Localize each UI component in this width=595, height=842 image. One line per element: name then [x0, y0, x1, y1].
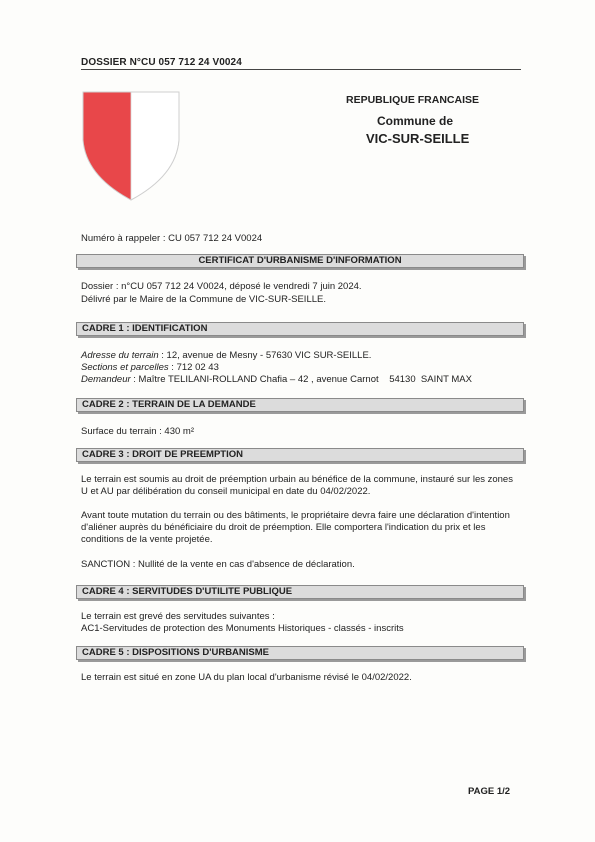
page-number: PAGE 1/2 [468, 786, 511, 797]
republic-title: REPUBLIQUE FRANCAISE [346, 94, 480, 106]
servitudes-line-2: AC1-Servitudes de protection des Monuments Historiques - classés - inscrits [81, 623, 404, 634]
dossier-header: DOSSIER N°CU 057 712 24 V0024 [81, 57, 242, 68]
cadre4-title-bar: CADRE 4 : SERVITUDES D'UTILITE PUBLIQUE [76, 585, 524, 599]
certificate-line-1: Dossier : n°CU 057 712 24 V0024, déposé le vendredi 7 juin 2024. [81, 281, 362, 292]
header-divider [81, 69, 521, 70]
parcels-value: : 712 02 43 [168, 362, 219, 373]
cadre1-title-bar: CADRE 1 : IDENTIFICATION [76, 322, 524, 336]
certificate-line-2: Délivré par le Maire de la Commune de VIC-SUR-SEILLE. [81, 294, 326, 305]
cadre2-title-bar: CADRE 2 : TERRAIN DE LA DEMANDE [76, 398, 524, 412]
surface-line: Surface du terrain : 430 m² [81, 426, 194, 437]
address-line [81, 350, 521, 362]
sanction-line: SANCTION : Nullité de la vente en cas d'absence de déclaration. [81, 559, 355, 570]
cadre3-title-bar: CADRE 3 : DROIT DE PREEMPTION [76, 448, 524, 462]
parcels-label: Sections et parcelles [81, 362, 169, 373]
zoning-line: Le terrain est situé en zone UA du plan local d'urbanisme révisé le 04/02/2022. [81, 672, 412, 683]
applicant-label: Demandeur [81, 374, 131, 385]
address-value: : 12, avenue de Mesny - 57630 VIC SUR-SEILLE. [158, 350, 372, 361]
commune-name: VIC-SUR-SEILLE [366, 131, 470, 146]
address-label: Adresse du terrain [81, 350, 159, 361]
applicant-line [81, 374, 541, 386]
preemption-paragraph-2: Avant toute mutation du terrain ou des bâtiments, le propriétaire devra faire une déclaration d'intention d'aliéner auprès du bénéficiaire du droit de préemption. Elle comportera l'indication du prix et les conditions de la vente projetée. [81, 510, 510, 545]
certificate-title-bar: CERTIFICAT D'URBANISME D'INFORMATION [76, 254, 524, 268]
cadre5-title-bar: CADRE 5 : DISPOSITIONS D'URBANISME [76, 646, 524, 660]
preemption-paragraph-1: Le terrain est soumis au droit de préemption urbain au bénéfice de la commune, instauré sur les zones U et AU par délibération du conseil municipal en date du 04/02/2022. [81, 474, 513, 497]
parcels-line [81, 362, 521, 374]
commune-label: Commune de [377, 114, 454, 128]
applicant-value: : Maître TELILANI-ROLLAND Chafia – 42 , avenue Carnot 54130 SAINT MAX [130, 374, 472, 385]
reference-number: Numéro à rappeler : CU 057 712 24 V0024 [81, 233, 263, 244]
servitudes-line-1: Le terrain est grevé des servitudes suivantes : [81, 611, 275, 622]
coat-of-arms-icon [81, 90, 181, 202]
